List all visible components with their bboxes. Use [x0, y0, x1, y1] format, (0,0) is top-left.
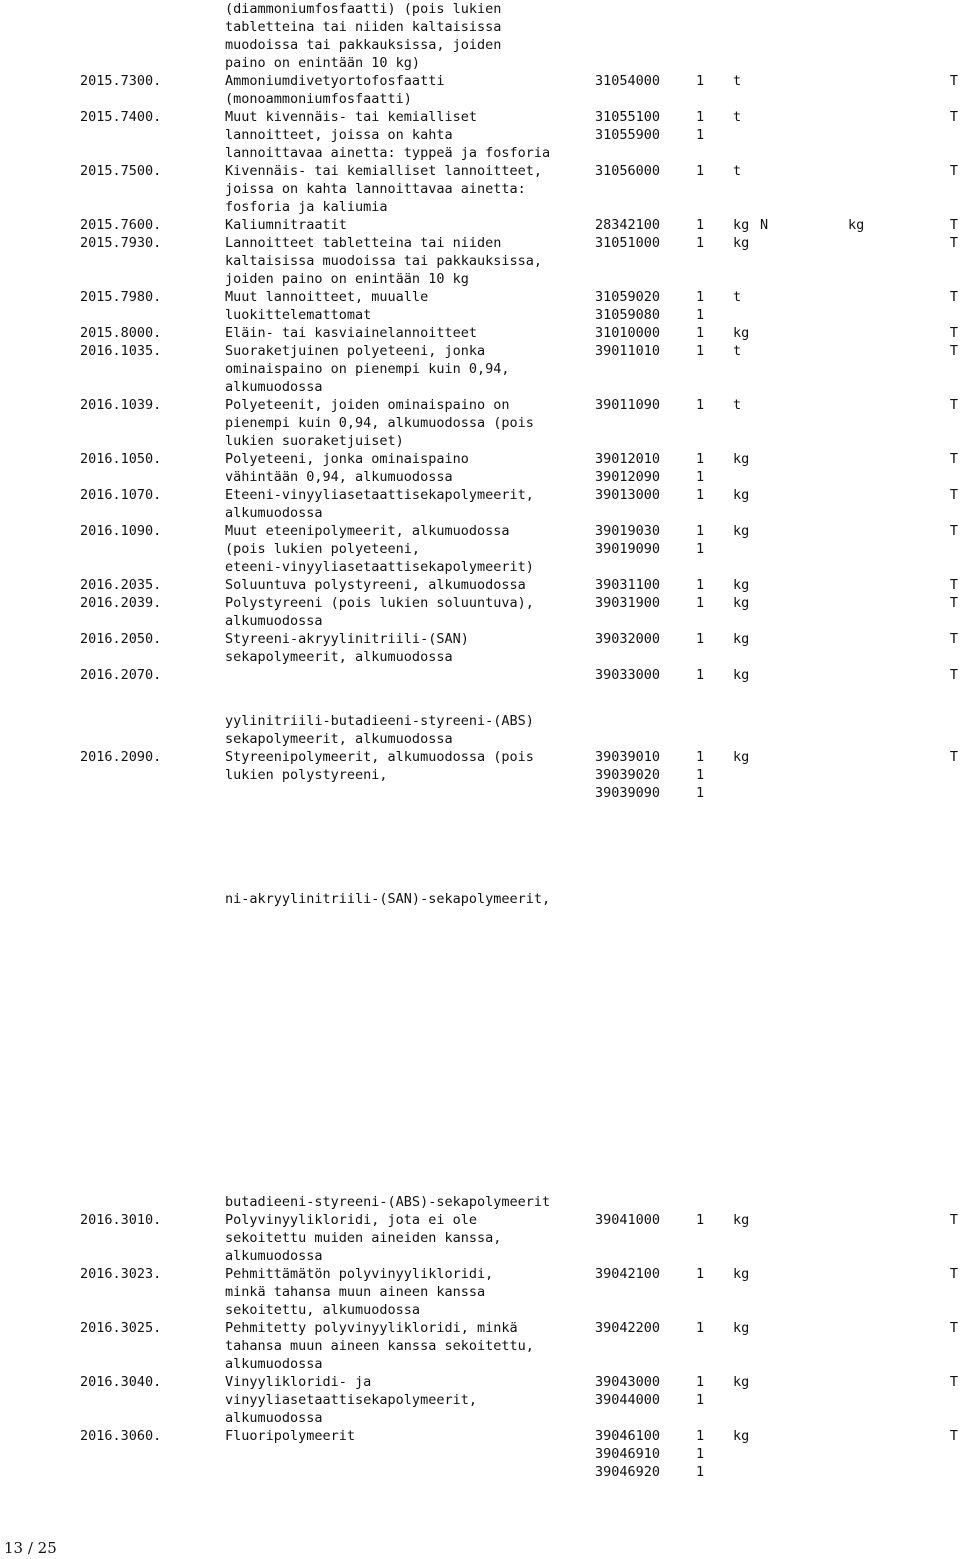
type-code: T [949, 343, 958, 359]
unit: kg [733, 325, 750, 341]
table-row [80, 108, 960, 126]
table-row [80, 0, 960, 18]
description: Kivennäis- tai kemialliset lannoitteet, [225, 163, 542, 179]
factor: 1 [696, 523, 705, 539]
table-row [80, 198, 960, 216]
table-row [80, 1373, 960, 1391]
table-row [80, 540, 960, 558]
description: vinyyliasetaattisekapolymeerit, [225, 1392, 477, 1408]
cn-code: 31051000 [595, 235, 661, 251]
factor: 1 [696, 487, 705, 503]
cn-code: 39032000 [595, 631, 661, 647]
description: joiden paino on enintään 10 kg [225, 271, 469, 287]
unit: kg [733, 577, 750, 593]
factor: 1 [696, 451, 705, 467]
prodcom-code: 2015.7930. [80, 235, 162, 251]
factor: 1 [696, 541, 705, 557]
cn-code: 39042200 [595, 1320, 661, 1336]
cn-code: 39019090 [595, 541, 661, 557]
description: luokittelemattomat [225, 307, 372, 323]
description: vähintään 0,94, alkumuodossa [225, 469, 453, 485]
description: muodoissa tai pakkauksissa, joiden [225, 37, 502, 53]
type-code: T [949, 523, 958, 539]
description: Styreenipolymeerit, alkumuodossa (pois [225, 749, 534, 765]
cn-code: 28342100 [595, 217, 661, 233]
unit: t [733, 163, 742, 179]
prodcom-code: 2016.2090. [80, 749, 162, 765]
table-row [80, 1211, 960, 1229]
type-code: T [949, 1428, 958, 1444]
description: (pois lukien polyeteeni, [225, 541, 421, 557]
table-row [80, 54, 960, 72]
description: joissa on kahta lannoittavaa ainetta: [225, 181, 526, 197]
table-row [80, 784, 960, 802]
unit: t [733, 289, 742, 305]
prodcom-code: 2016.3025. [80, 1320, 162, 1336]
prodcom-code: 2016.2039. [80, 595, 162, 611]
factor: 1 [696, 1464, 705, 1480]
table-row [80, 396, 960, 414]
type-code: T [949, 487, 958, 503]
cn-code: 39039020 [595, 767, 661, 783]
cn-code: 31055100 [595, 109, 661, 125]
unit: t [733, 343, 742, 359]
factor: 1 [696, 1320, 705, 1336]
description: lannoitteet, joissa on kahta [225, 127, 453, 143]
table-row [80, 558, 960, 576]
factor: 1 [696, 1446, 705, 1462]
description: Muut kivennäis- tai kemialliset [225, 109, 477, 125]
type-code: T [949, 1320, 958, 1336]
factor: 1 [696, 1212, 705, 1228]
table-row [80, 1301, 960, 1319]
description: Polyvinyylikloridi, jota ei ole [225, 1212, 477, 1228]
description: Lannoitteet tabletteina tai niiden [225, 235, 502, 251]
factor: 1 [696, 577, 705, 593]
factor: 1 [696, 1428, 705, 1444]
unit: kg [733, 451, 750, 467]
table-row [80, 576, 960, 594]
cn-code: 39012010 [595, 451, 661, 467]
type-code: T [949, 163, 958, 179]
table-row [80, 1229, 960, 1247]
table-row [80, 468, 960, 486]
type-code: T [949, 667, 958, 683]
description: alkumuodossa [225, 613, 323, 629]
cn-code: 39046100 [595, 1428, 661, 1444]
description: sekoitettu muiden aineiden kanssa, [225, 1230, 502, 1246]
factor: 1 [696, 343, 705, 359]
table-row [80, 504, 960, 522]
unit: kg [733, 1428, 750, 1444]
cn-code: 39019030 [595, 523, 661, 539]
prodcom-code: 2015.7500. [80, 163, 162, 179]
description: alkumuodossa [225, 379, 323, 395]
unit: kg [733, 1266, 750, 1282]
prodcom-code: 2016.3060. [80, 1428, 162, 1444]
table-row [80, 1265, 960, 1283]
description: tahansa muun aineen kanssa sekoitettu, [225, 1338, 534, 1354]
text-block [80, 0, 960, 684]
description: Suoraketjuinen polyeteeni, jonka [225, 343, 486, 359]
cn-code: 31056000 [595, 163, 661, 179]
description: sekoitettu, alkumuodossa [225, 1302, 421, 1318]
description: ominaispaino on pienempi kuin 0,94, [225, 361, 510, 377]
table-row [80, 36, 960, 54]
table-row [80, 1427, 960, 1445]
table-row [80, 648, 960, 666]
cn-code: 39011090 [595, 397, 661, 413]
description: kaltaisissa muodoissa tai pakkauksissa, [225, 253, 542, 269]
unit: kg [733, 217, 750, 233]
table-row [80, 1409, 960, 1427]
table-row [80, 748, 960, 766]
cn-code: 39033000 [595, 667, 661, 683]
description: Muut lannoitteet, muualle [225, 289, 429, 305]
table-row [80, 450, 960, 468]
prodcom-code: 2015.7400. [80, 109, 162, 125]
table-row [80, 342, 960, 360]
prodcom-code: 2015.7600. [80, 217, 162, 233]
factor: 1 [696, 127, 705, 143]
type-code: T [949, 577, 958, 593]
factor: 1 [696, 1266, 705, 1282]
description: paino on enintään 10 kg) [225, 55, 421, 71]
table-row [80, 432, 960, 450]
factor: 1 [696, 785, 705, 801]
prodcom-code: 2016.2050. [80, 631, 162, 647]
unit: t [733, 73, 742, 89]
description: yylinitriili-butadieeni-styreeni-(ABS) [225, 713, 534, 729]
cn-code: 39013000 [595, 487, 661, 503]
description: lukien suoraketjuiset) [225, 433, 404, 449]
description: Vinyylikloridi- ja [225, 1374, 372, 1390]
table-row [80, 1337, 960, 1355]
type-code: T [949, 289, 958, 305]
type-code: T [949, 109, 958, 125]
factor: 1 [696, 469, 705, 485]
description: alkumuodossa [225, 1356, 323, 1372]
description: pienempi kuin 0,94, alkumuodossa (pois [225, 415, 534, 431]
cn-code: 39011010 [595, 343, 661, 359]
factor: 1 [696, 667, 705, 683]
factor: 1 [696, 235, 705, 251]
table-row [80, 162, 960, 180]
prodcom-code: 2015.7300. [80, 73, 162, 89]
cn-code: 31010000 [595, 325, 661, 341]
table-row [80, 1283, 960, 1301]
type-code: T [949, 595, 958, 611]
prodcom-code: 2016.1035. [80, 343, 162, 359]
table-row [80, 730, 960, 748]
type-code: T [949, 235, 958, 251]
type-code: T [949, 397, 958, 413]
text-block [80, 712, 960, 802]
type-code: T [949, 1374, 958, 1390]
table-row [80, 270, 960, 288]
cn-code: 39046910 [595, 1446, 661, 1462]
factor: 1 [696, 397, 705, 413]
description: alkumuodossa [225, 1248, 323, 1264]
table-row [80, 360, 960, 378]
cn-code: 39041000 [595, 1212, 661, 1228]
factor: 1 [696, 767, 705, 783]
text-block [80, 890, 960, 908]
cn-code: 39044000 [595, 1392, 661, 1408]
cn-code: 39039090 [595, 785, 661, 801]
page-number: 13 / 25 [4, 1539, 57, 1557]
cn-code: 31054000 [595, 73, 661, 89]
cn-code: 39043000 [595, 1374, 661, 1390]
table-row [80, 522, 960, 540]
description: Kaliumnitraatit [225, 217, 347, 233]
prodcom-code: 2016.1039. [80, 397, 162, 413]
type-code: T [949, 325, 958, 341]
table-row [80, 1319, 960, 1337]
factor: 1 [696, 73, 705, 89]
table-row [80, 1391, 960, 1409]
table-row [80, 1247, 960, 1265]
text-block [80, 1193, 960, 1481]
unit: kg [733, 1212, 750, 1228]
description: tabletteina tai niiden kaltaisissa [225, 19, 502, 35]
prodcom-code: 2016.1090. [80, 523, 162, 539]
cn-code: 39031900 [595, 595, 661, 611]
unit: kg [733, 1320, 750, 1336]
factor: 1 [696, 217, 705, 233]
table-row [80, 306, 960, 324]
description: Styreeni-akryylinitriili-(SAN) [225, 631, 469, 647]
cn-code: 39042100 [595, 1266, 661, 1282]
cn-code: 31059020 [595, 289, 661, 305]
unit: kg [733, 487, 750, 503]
factor: 1 [696, 163, 705, 179]
description: Polyeteenit, joiden ominaispaino on [225, 397, 510, 413]
description: alkumuodossa [225, 505, 323, 521]
table-row [80, 594, 960, 612]
table-row [80, 72, 960, 90]
description: Soluuntuva polystyreeni, alkumuodossa [225, 577, 526, 593]
flag: N [760, 217, 769, 233]
unit: kg [733, 235, 750, 251]
prodcom-code: 2016.2070. [80, 667, 162, 683]
description: (diammoniumfosfaatti) (pois lukien [225, 1, 502, 17]
unit: kg [733, 523, 750, 539]
table-row [80, 1355, 960, 1373]
cn-code: 39031100 [595, 577, 661, 593]
description: Muut eteenipolymeerit, alkumuodossa [225, 523, 510, 539]
factor: 1 [696, 595, 705, 611]
prodcom-code: 2016.2035. [80, 577, 162, 593]
prodcom-code: 2016.1070. [80, 487, 162, 503]
description: (monoammoniumfosfaatti) [225, 91, 412, 107]
type-code: T [949, 73, 958, 89]
table-row [80, 666, 960, 684]
table-row [80, 90, 960, 108]
unit: kg [733, 1374, 750, 1390]
table-row [80, 1193, 960, 1211]
factor: 1 [696, 307, 705, 323]
factor: 1 [696, 325, 705, 341]
unit-secondary: kg [848, 217, 865, 233]
cn-code: 31059080 [595, 307, 661, 323]
table-row [80, 216, 960, 234]
factor: 1 [696, 109, 705, 125]
description: alkumuodossa [225, 1410, 323, 1426]
table-row [80, 414, 960, 432]
unit: t [733, 109, 742, 125]
factor: 1 [696, 289, 705, 305]
prodcom-code: 2016.3010. [80, 1212, 162, 1228]
unit: kg [733, 667, 750, 683]
description: Polystyreeni (pois lukien soluuntuva), [225, 595, 534, 611]
table-row [80, 252, 960, 270]
unit: t [733, 397, 742, 413]
type-code: T [949, 749, 958, 765]
factor: 1 [696, 1374, 705, 1390]
cn-code: 39012090 [595, 469, 661, 485]
description: lukien polystyreeni, [225, 767, 388, 783]
unit: kg [733, 595, 750, 611]
cn-code: 39046920 [595, 1464, 661, 1480]
description: Polyeteeni, jonka ominaispaino [225, 451, 469, 467]
factor: 1 [696, 749, 705, 765]
table-row [80, 144, 960, 162]
prodcom-code: 2016.1050. [80, 451, 162, 467]
type-code: T [949, 217, 958, 233]
description: ni-akryylinitriili-(SAN)-sekapolymeerit, [225, 891, 551, 907]
description: Fluoripolymeerit [225, 1428, 356, 1444]
table-row [80, 712, 960, 730]
table-row [80, 324, 960, 342]
prodcom-code: 2015.7980. [80, 289, 162, 305]
description: Eläin- tai kasviainelannoitteet [225, 325, 477, 341]
table-row [80, 630, 960, 648]
table-row [80, 890, 960, 908]
table-row [80, 180, 960, 198]
prodcom-code: 2015.8000. [80, 325, 162, 341]
description: sekapolymeerit, alkumuodossa [225, 731, 453, 747]
description: lannoittavaa ainetta: typpeä ja fosforia [225, 145, 551, 161]
type-code: T [949, 1212, 958, 1228]
cn-code: 31055900 [595, 127, 661, 143]
factor: 1 [696, 631, 705, 647]
description: eteeni-vinyyliasetaattisekapolymeerit) [225, 559, 534, 575]
description: sekapolymeerit, alkumuodossa [225, 649, 453, 665]
type-code: T [949, 631, 958, 647]
prodcom-code: 2016.3023. [80, 1266, 162, 1282]
description: minkä tahansa muun aineen kanssa [225, 1284, 486, 1300]
table-row [80, 612, 960, 630]
table-row [80, 486, 960, 504]
table-row [80, 18, 960, 36]
type-code: T [949, 451, 958, 467]
cn-code: 39039010 [595, 749, 661, 765]
unit: kg [733, 631, 750, 647]
table-row [80, 1463, 960, 1481]
table-row [80, 288, 960, 306]
table-row [80, 126, 960, 144]
description: Eteeni-vinyyliasetaattisekapolymeerit, [225, 487, 534, 503]
table-row [80, 378, 960, 396]
description: Ammoniumdivetyortofosfaatti [225, 73, 445, 89]
prodcom-code: 2016.3040. [80, 1374, 162, 1390]
unit: kg [733, 749, 750, 765]
description: butadieeni-styreeni-(ABS)-sekapolymeerit [225, 1194, 551, 1210]
table-row [80, 1445, 960, 1463]
description: fosforia ja kaliumia [225, 199, 388, 215]
factor: 1 [696, 1392, 705, 1408]
table-row [80, 766, 960, 784]
table-row [80, 234, 960, 252]
description: Pehmittämätön polyvinyylikloridi, [225, 1266, 494, 1282]
description: Pehmitetty polyvinyylikloridi, minkä [225, 1320, 518, 1336]
type-code: T [949, 1266, 958, 1282]
